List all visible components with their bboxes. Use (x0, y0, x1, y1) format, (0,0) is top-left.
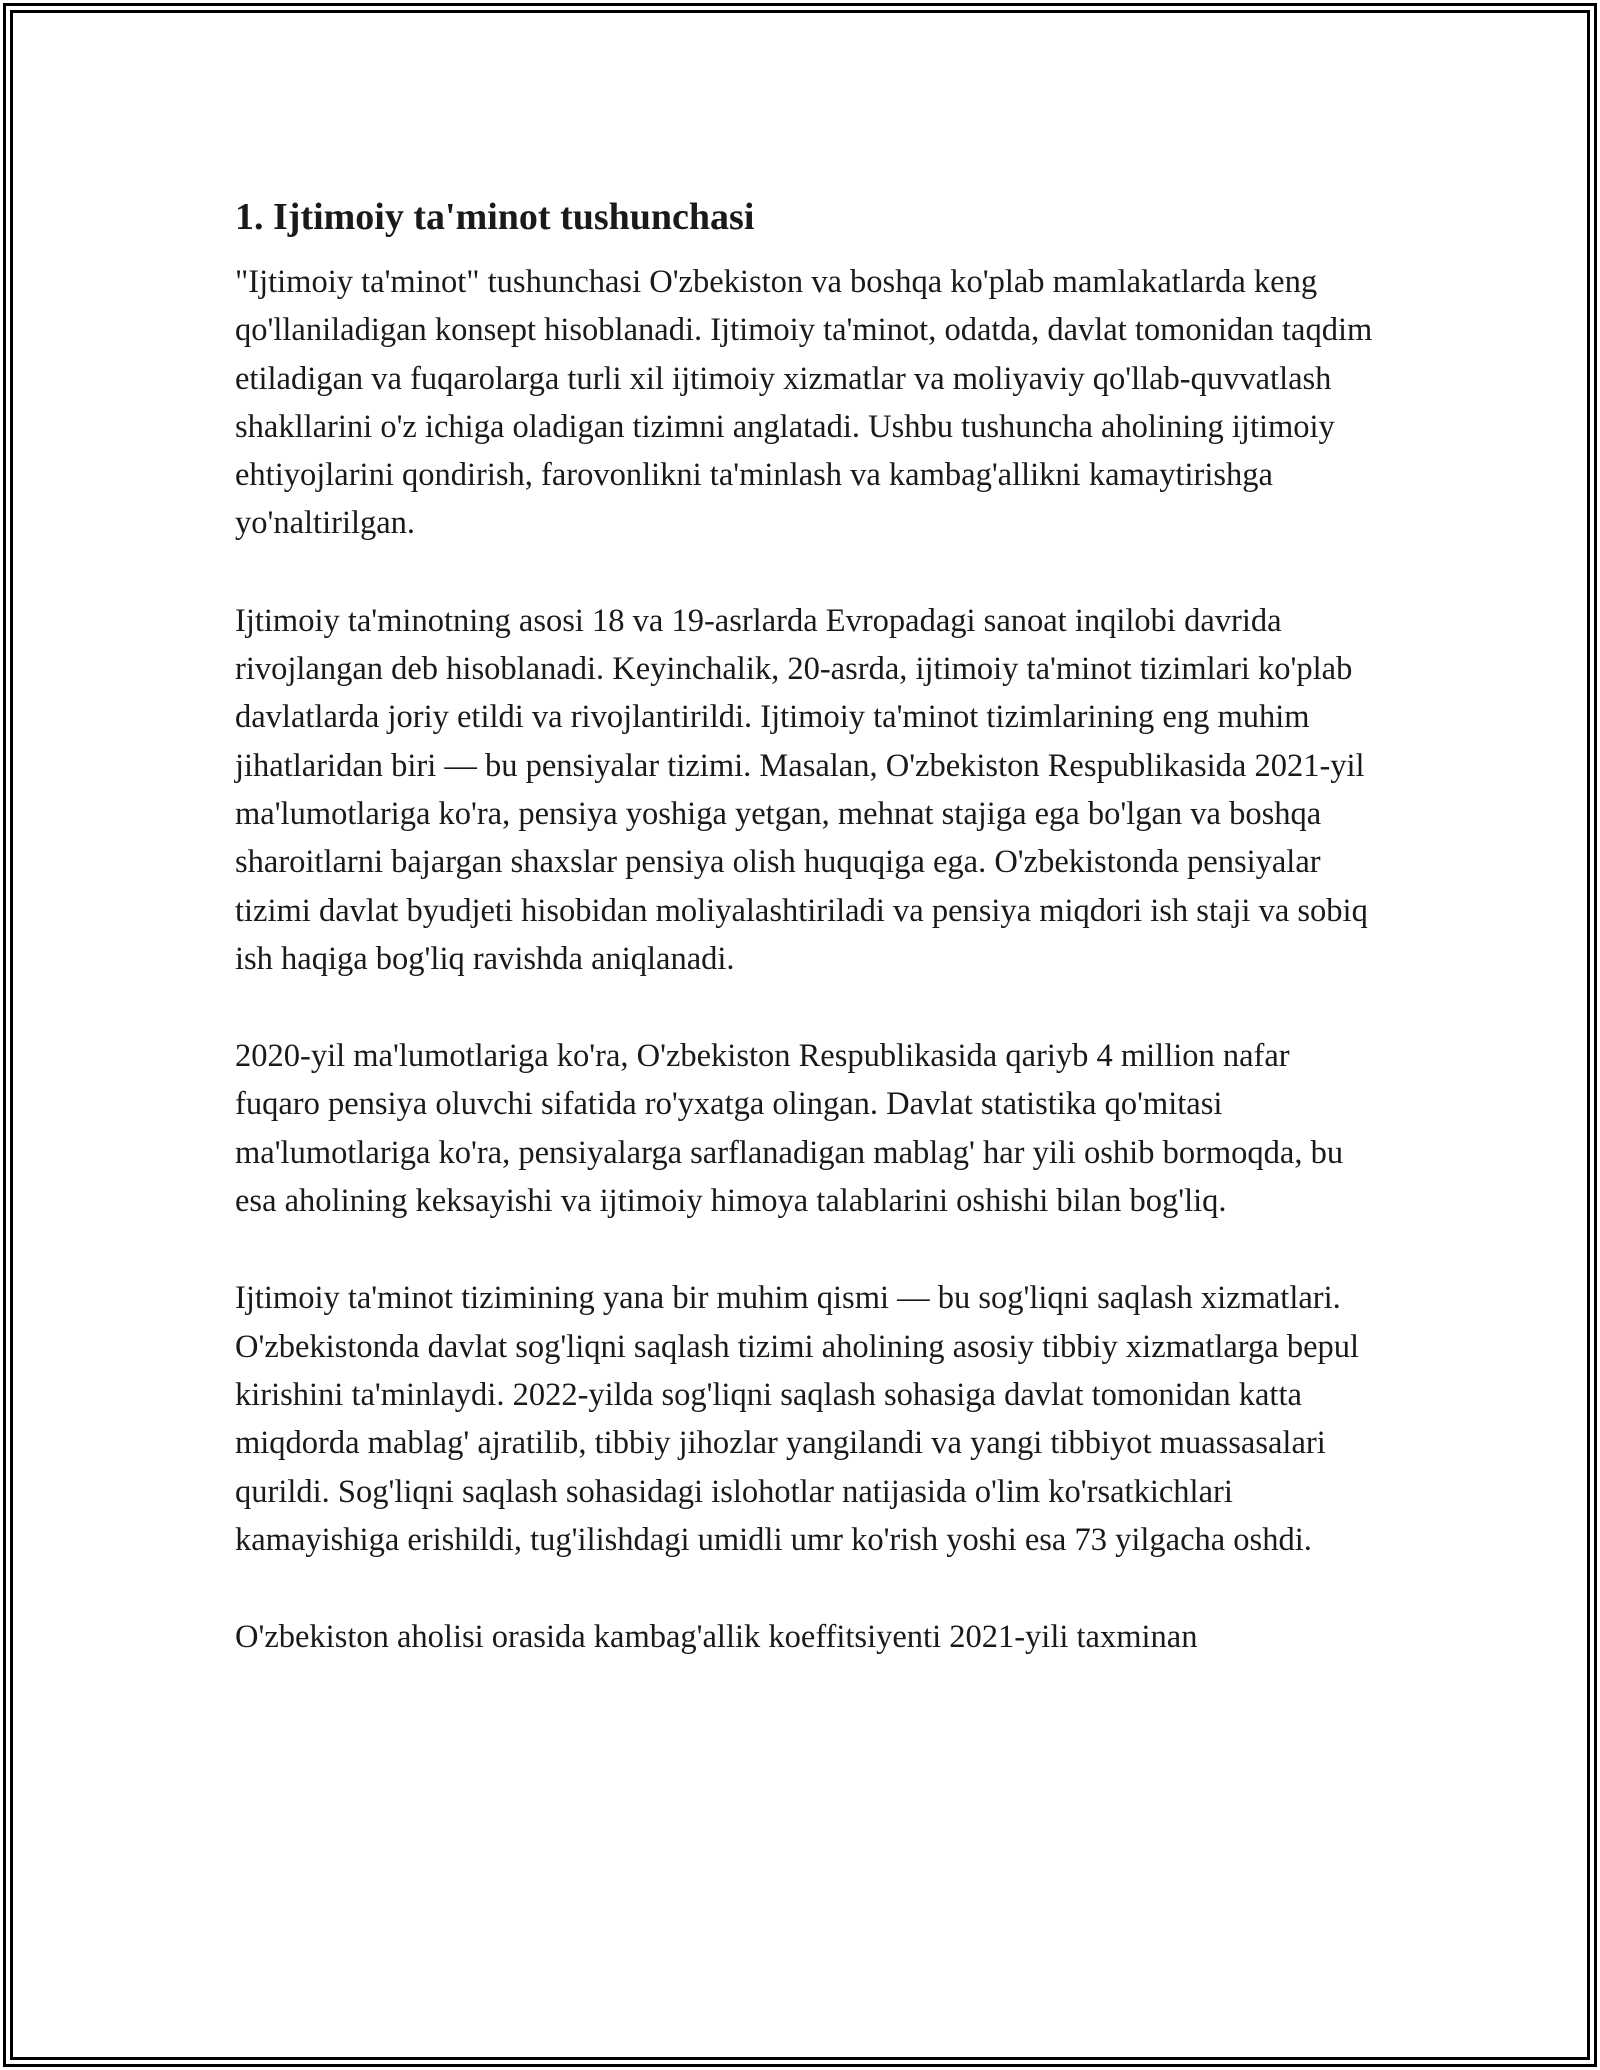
document-body (235, 188, 1375, 1661)
paragraph-pension-statistics: 2020-yil ma'lumotlariga ko'ra, O'zbekiston Respublikasida qariyb 4 million nafar fuqaro pensiya oluvchi sifatida ro'yxatga olingan. Davlat statistika qo'mitasi ma'lumotlariga ko'ra, pensiyalarga sarflanadigan mablag' har yili oshib bormoqda, bu esa aholining keksayishi va ijtimoiy himoya talablarini oshishi bilan bog'liq. (235, 1038, 1344, 1220)
paragraph-poverty: O'zbekiston aholisi orasida kambag'allik koeffitsiyenti 2021-yili taxminan (235, 1619, 1198, 1656)
section-heading: 1. Ijtimoiy ta'minot tushunchasi (235, 196, 755, 238)
paragraph-history-pensions: Ijtimoiy ta'minotning asosi 18 va 19-asrlarda Evropadagi sanoat inqilobi davrida rivojlangan deb hisoblanadi. Keyinchalik, 20-asrda, ijtimoiy ta'minot tizimlari ko'plab davlatlarda joriy etildi va rivojlantirildi. Ijtimoiy ta'minot tizimlarining eng muhim jihatlaridan biri — bu pensiyalar tizimi. Masalan, O'zbekiston Respublikasida 2021-yil ma'lumotlariga ko'ra, pensiya yoshiga yetgan, mehnat stajiga ega bo'lgan va boshqa sharoitlarni bajargan shaxslar pensiya olish huquqiga ega. O'zbekistonda pensiyalar tizimi davlat byudjeti hisobidan moliyalashtiriladi va pensiya miqdori ish staji va sobiq ish haqiga bog'liq ravishda aniqlanadi. (235, 602, 1368, 977)
paragraph-definition: "Ijtimoiy ta'minot" tushunchasi O'zbekiston va boshqa ko'plab mamlakatlarda keng qo'llaniladigan konsept hisoblanadi. Ijtimoiy ta'minot, odatda, davlat tomonidan taqdim etiladigan va fuqarolarga turli xil ijtimoiy xizmatlar va moliyaviy qo'llab-quvvatlash shakllarini o'z ichiga oladigan tizimni anglatadi. Ushbu tushuncha aholining ijtimoiy ehtiyojlarini qondirish, farovonlikni ta'minlash va kambag'allikni kamaytirishga yo'naltirilgan. (235, 264, 1373, 542)
paragraph-healthcare: Ijtimoiy ta'minot tizimining yana bir muhim qismi — bu sog'liqni saqlash xizmatlari. O'zbekistonda davlat sog'liqni saqlash tizimi aholining asosiy tibbiy xizmatlarga bepul kirishini ta'minlaydi. 2022-yilda sog'liqni saqlash sohasiga davlat tomonidan katta miqdorda mablag' ajratilib, tibbiy jihozlar yangilandi va yangi tibbiyot muassasalari qurildi. Sog'liqni saqlash sohasidagi islohotlar natijasida o'lim ko'rsatkichlari kamayishiga erishildi, tug'ilishdagi umidli umr ko'rish yoshi esa 73 yilgacha oshdi. (235, 1280, 1360, 1558)
